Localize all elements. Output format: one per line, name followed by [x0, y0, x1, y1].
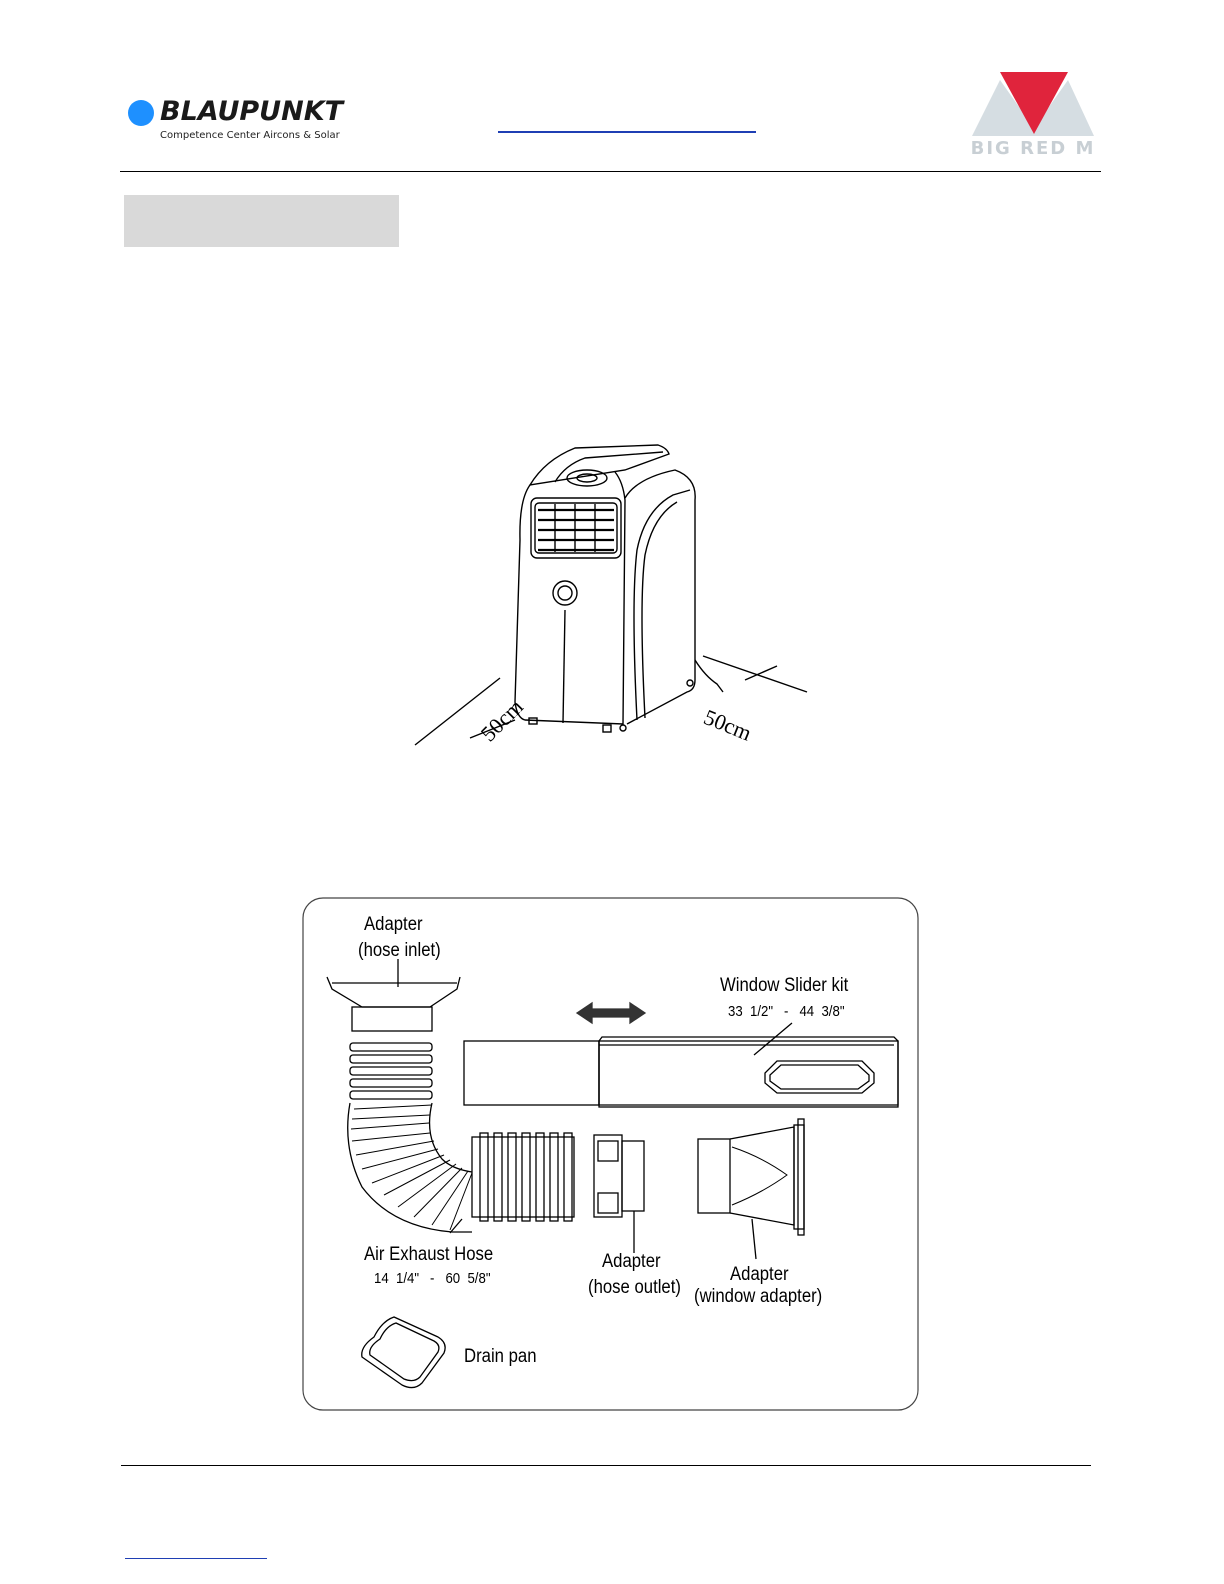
- air-conditioner-clearance-figure: [405, 440, 825, 790]
- header-link[interactable]: [498, 131, 756, 133]
- adapter-window-title: Adapter: [730, 1264, 789, 1285]
- partner-logo-text: BIG RED M: [970, 138, 1096, 159]
- adapter-outlet-subtitle: (hose outlet): [588, 1277, 681, 1298]
- blaupunkt-logo: [128, 98, 358, 148]
- exhaust-hose-title: Air Exhaust Hose: [364, 1244, 494, 1265]
- big-red-m-logo: [970, 70, 1096, 160]
- adapter-inlet-subtitle: (hose inlet): [358, 940, 441, 961]
- brand-tagline: Competence Center Aircons & Solar: [160, 130, 340, 141]
- right-clearance-label: 50cm: [700, 704, 756, 746]
- footer-link[interactable]: [125, 1558, 267, 1559]
- adapter-outlet-title: Adapter: [602, 1251, 661, 1272]
- blaupunkt-dot-icon: [128, 100, 154, 126]
- big-red-m-icon: [970, 70, 1096, 140]
- installation-kit-figure: [302, 897, 919, 1411]
- adapter-window-subtitle: (window adapter): [694, 1286, 823, 1307]
- brand-name: BLAUPUNKT: [160, 96, 344, 127]
- adapter-inlet-title: Adapter: [364, 914, 423, 935]
- air-conditioner-illustration: [405, 440, 825, 790]
- header-divider: [120, 171, 1101, 172]
- exhaust-hose-range: 14 1/4" - 60 5/8": [374, 1270, 491, 1287]
- drain-pan-label: Drain pan: [464, 1346, 537, 1367]
- left-clearance-label: 50cm: [475, 694, 528, 747]
- window-slider-title: Window Slider kit: [720, 975, 849, 996]
- window-slider-range: 33 1/2" - 44 3/8": [728, 1003, 845, 1020]
- footer-divider: [121, 1465, 1091, 1466]
- section-heading-box: [124, 195, 399, 247]
